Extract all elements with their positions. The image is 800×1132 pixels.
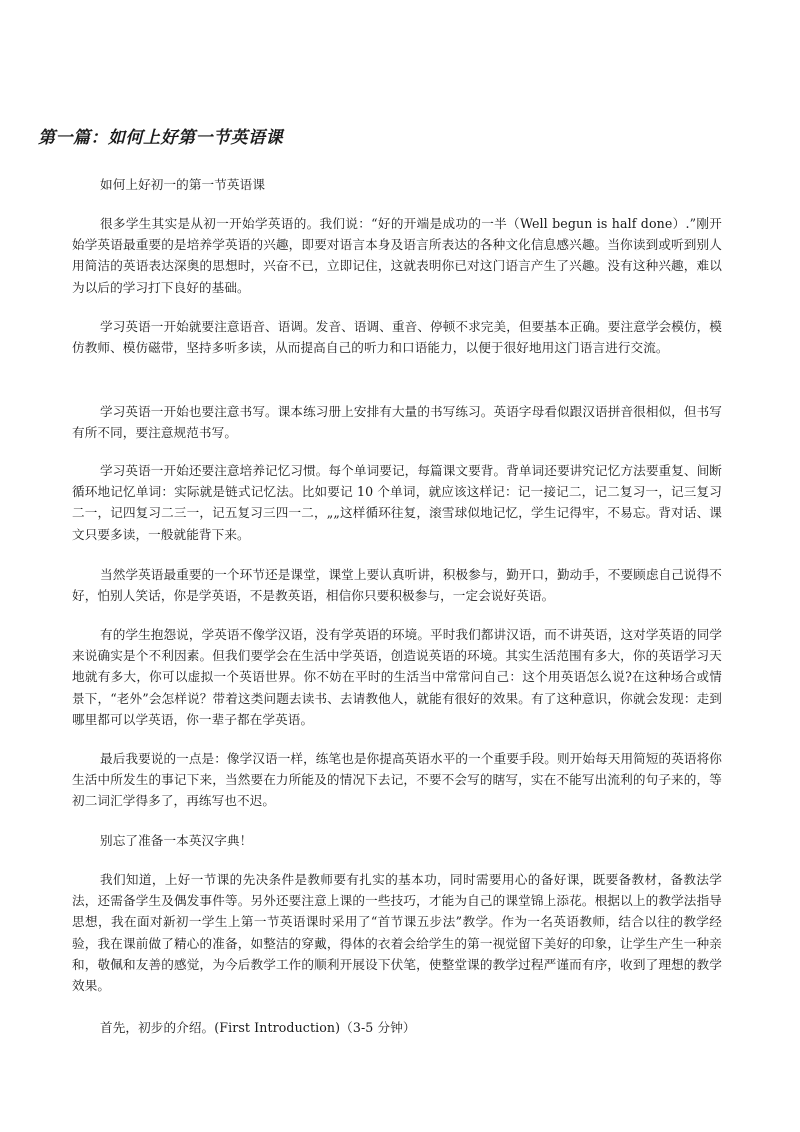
- document-title: 第一篇：如何上好第一节英语课: [38, 128, 283, 148]
- paragraph-classroom: 当然学英语最重要的一个环节还是课堂，课堂上要认真听讲，积极参与，勤开口，勤动手，不要顾虑自己说得不好，怕别人笑话，你是学英语，不是教英语，相信你只要积极参与，一定会说好英语。: [72, 567, 722, 604]
- paragraph-interest: 很多学生其实是从初一开始学英语的。我们说：“好的开端是成功的一半（Well begun is half done）.”刚开始学英语最重要的是培养学英语的兴趣，即要对语言本身及语言所表达的各种文化信息感兴趣。当你读到或听到别人用简洁的英语表达深奥的思想时，兴奋不已，立即记住，这就表明你已对这门语言产生了兴趣。没有这种兴趣，难以为以后的学习打下良好的基础。: [72, 216, 722, 295]
- paragraph-writing: 学习英语一开始也要注意书写。课本练习册上安排有大量的书写练习。英语字母看似跟汉语拼音很相似，但书写有所不同，要注意规范书写。: [72, 404, 722, 441]
- paragraph-pronunciation: 学习英语一开始就要注意语音、语调。发音、语调、重音、停顿不求完美，但要基本正确。要注意学会模仿，模仿教师、模仿磁带，坚持多听多读，从而提高自己的听力和口语能力，以便于很好地用这门语言进行交流。: [72, 319, 722, 356]
- paragraph-subtitle: 如何上好初一的第一节英语课: [100, 177, 266, 192]
- paragraph-dictionary: 别忘了准备一本英汉字典！: [100, 833, 253, 848]
- paragraph-memory: 学习英语一开始还要注意培养记忆习惯。每个单词要记，每篇课文要背。背单词还要讲究记忆方法要重复、间断循环地记忆单词：实际就是链式记忆法。比如要记 10 个单词，就应该这样记：记一接记二，记二复习一，记三复习二一，记四复习二三一，记五复习三四一二，„„这样循环往复，滚雪球似地记忆，学生记得牢，不易忘。背对话、课文只要多读，一般就能背下来。: [72, 463, 722, 542]
- paragraph-first-introduction: 首先，初步的介绍。(First Introduction)（3-5 分钟）: [100, 1020, 416, 1035]
- paragraph-teacher-preparation: 我们知道，上好一节课的先决条件是教师要有扎实的基本功，同时需要用心的备好课，既要备教材，备教法学法，还需备学生及偶发事件等。另外还要注意上课的一些技巧，才能为自己的课堂锦上添花。根据以上的教学法指导思想，我在面对新初一学生上第一节英语课时采用了“首节课五步法”教学。作为一名英语教师，结合以往的教学经验，我在课前做了精心的准备，如整洁的穿戴，得体的衣着会给学生的第一视觉留下美好的印象，让学生产生一种亲和，敬佩和友善的感觉，为今后教学工作的顺利开展设下伏笔，使整堂课的教学过程严谨而有序，收到了理想的教学效果。: [72, 872, 722, 994]
- paragraph-environment: 有的学生抱怨说，学英语不像学汉语，没有学英语的环境。平时我们都讲汉语，而不讲英语，这对学英语的同学来说确实是个不利因素。但我们要学会在生活中学英语，创造说英语的环境。其实生活范围有多大，你的英语学习天地就有多大，你可以虚拟一个英语世界。你不妨在平时的生活当中常常问自己：这个用英语怎么说?在这种场合或情景下，“老外”会怎样说？带着这类问题去读书、去请教他人，就能有很好的效果。有了这种意识，你就会发现：走到哪里都可以学英语，你一辈子都在学英语。: [72, 627, 722, 727]
- paragraph-practice-writing: 最后我要说的一点是：像学汉语一样，练笔也是你提高英语水平的一个重要手段。则开始每天用简短的英语将你生活中所发生的事记下来，当然要在力所能及的情况下去记，不要不会写的瞎写，实在不能写出流利的句子来的，等初二词汇学得多了，再练写也不迟。: [72, 751, 722, 809]
